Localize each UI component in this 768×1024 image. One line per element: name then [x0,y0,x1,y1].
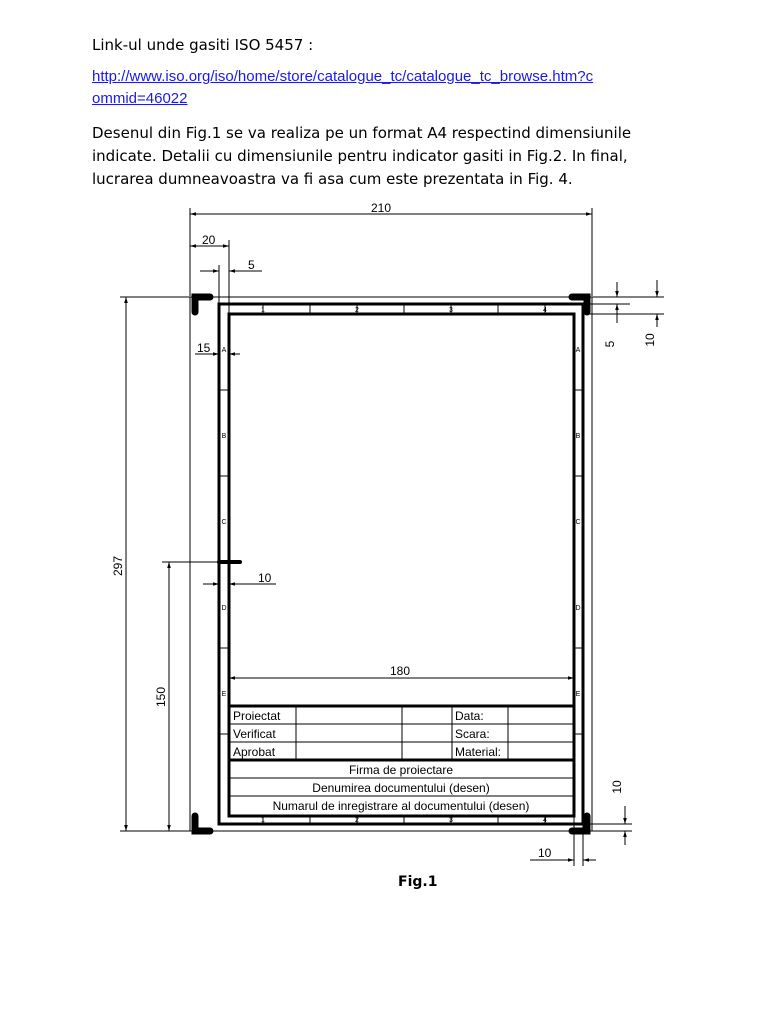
dim-210: 210 [370,201,392,215]
dim-5: 5 [248,258,255,272]
dim-10-right: 10 [643,333,657,347]
grid-number-bottom: 1 [261,817,265,824]
dim-150: 150 [154,686,168,708]
title-row-label: Proiectat [233,709,281,723]
grid-letter-right: C [575,519,581,526]
title-row-field: Material: [455,745,502,759]
page-heading: Link-ul unde gasiti ISO 5457 : [92,36,314,54]
grid-number-top: 2 [355,307,359,314]
grid-number-bottom: 4 [543,817,547,824]
dim-10-bottom-v: 10 [610,780,624,794]
dim-5-right: 5 [603,340,617,348]
title-row-label: Aprobat [233,745,276,759]
grid-letter-left: B [221,433,227,440]
grid-letter-left: E [221,691,227,698]
corner-mark-bl [195,816,210,831]
numar-label: Numarul de inregistrare al documentului (desen) [272,799,530,813]
grid-letter-left: C [221,519,227,526]
grid-letter-right: A [575,347,581,354]
grid-letter-right: E [575,691,581,698]
grid-number-top: 4 [543,307,547,314]
grid-letter-left: D [221,605,227,612]
grid-letter-left: A [221,347,227,354]
grid-number-bottom: 3 [449,817,453,824]
grid-number-top: 1 [261,307,265,314]
iso-link-line2[interactable]: ommid=46022 [92,90,188,107]
firma-label: Firma de proiectare [348,763,454,777]
title-row-field: Scara: [455,727,490,741]
title-row-label: Verificat [233,727,276,741]
title-row-field: Data: [455,709,484,723]
grid-number-top: 3 [449,307,453,314]
paragraph-line1: Desenul din Fig.1 se va realiza pe un format A4 respectind dimensiunile [92,124,632,142]
denumire-label: Denumirea documentului (desen) [312,781,490,795]
paragraph-line2: indicate. Detalii cu dimensiunile pentru indicator gasiti in Fig.2. In final, [92,147,628,165]
iso-link-line1[interactable]: http://www.iso.org/iso/home/store/catalogue_tc/catalogue_tc_browse.htm?c [92,68,594,85]
paragraph-line3: lucrarea dumneavoastra va fi asa cum este prezentata in Fig. 4. [92,170,573,188]
grid-number-bottom: 2 [355,817,359,824]
grid-letter-right: B [575,433,581,440]
dim-15: 15 [197,341,211,355]
dim-297: 297 [111,555,125,577]
dim-180: 180 [389,664,411,678]
grid-letter-right: D [575,605,581,612]
dim-20: 20 [202,233,216,247]
dim-10-center: 10 [258,571,272,585]
corner-mark-tl [195,297,210,312]
figure-caption: Fig.1 [398,874,438,890]
dim-10-bottom-h: 10 [538,846,552,860]
